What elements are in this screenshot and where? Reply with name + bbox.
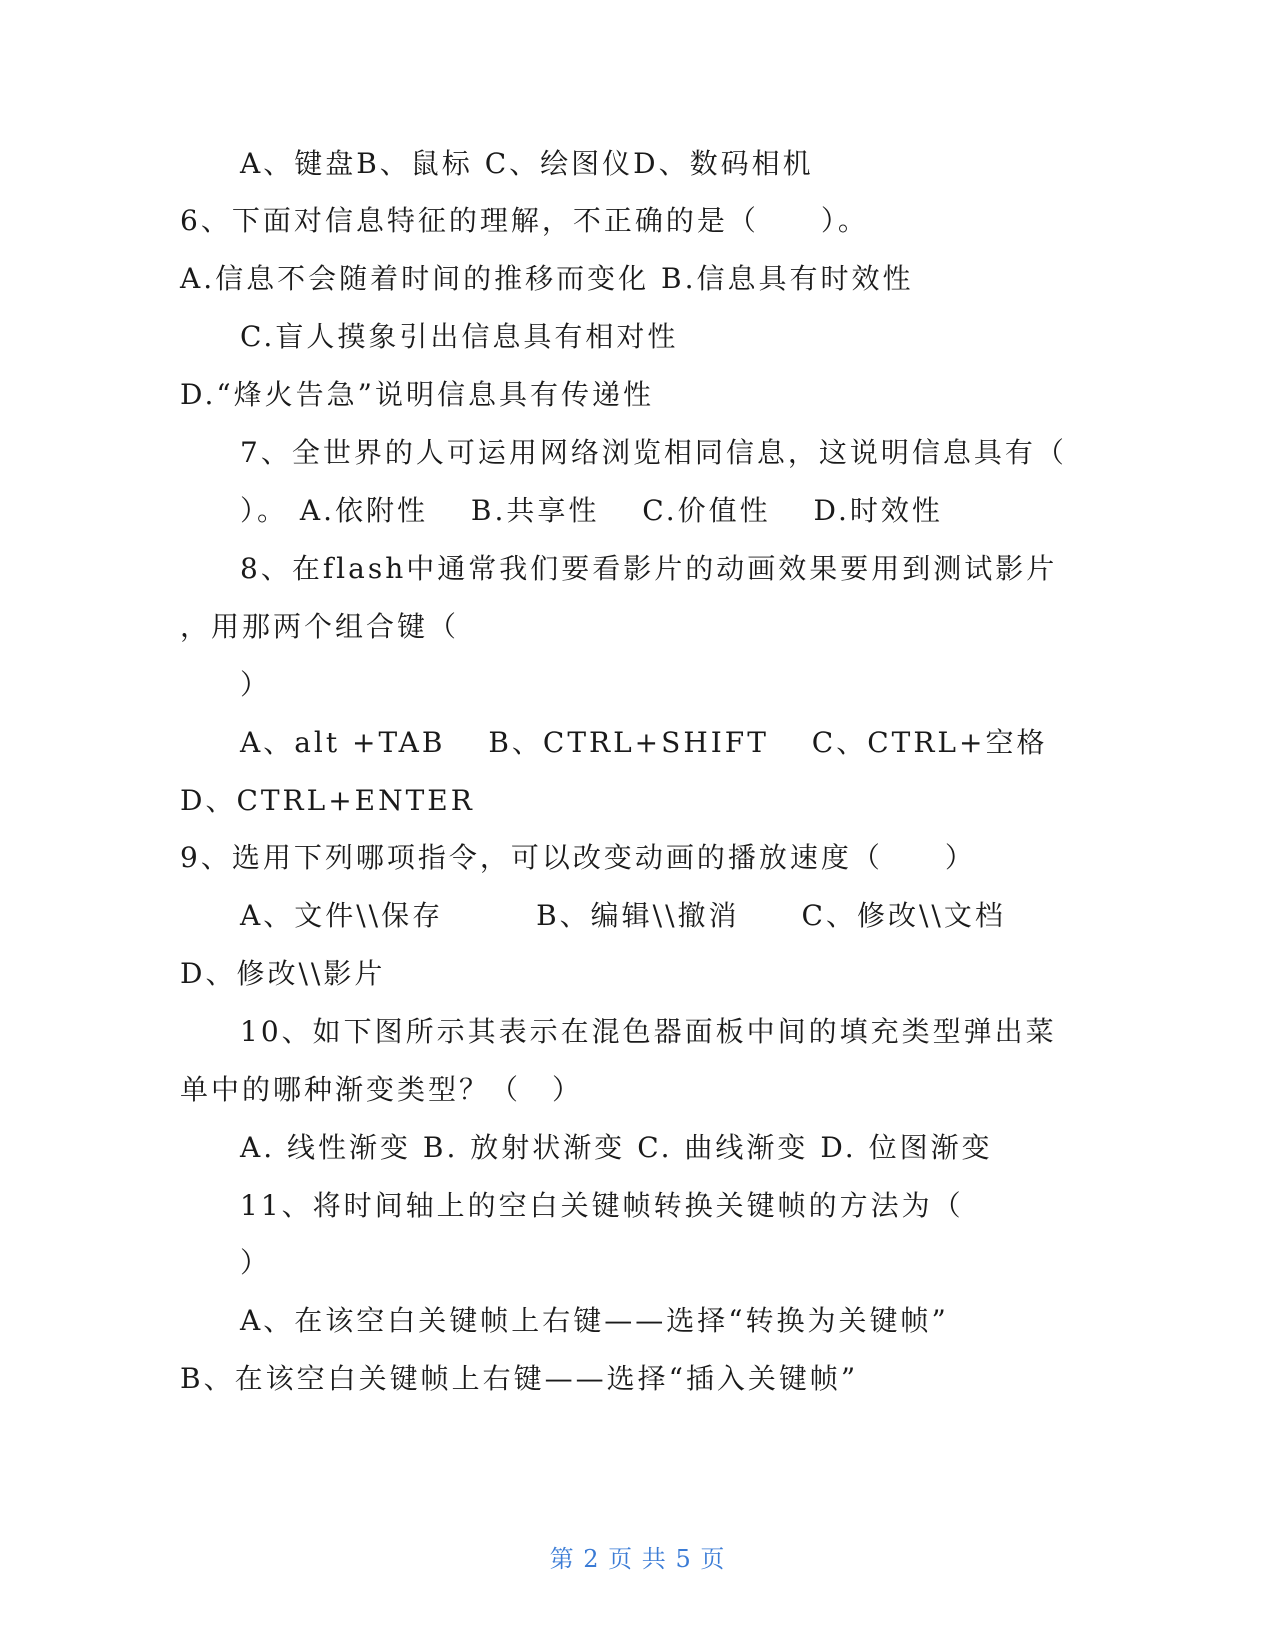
- question-7: 7、全世界的人可运用网络浏览相同信息，这说明信息具有（: [240, 436, 1067, 469]
- page-number-footer: 第 2 页 共 5 页: [549, 1545, 726, 1573]
- option-line-q11-a: A、在该空白关键帧上右键——选择“转换为关键帧”: [240, 1304, 949, 1337]
- option-line-q6-c: C.盲人摸象引出信息具有相对性: [240, 320, 679, 353]
- option-line-q5: A、键盘B、鼠标 C、绘图仪D、数码相机: [240, 147, 814, 180]
- question-11: 11、将时间轴上的空白关键帧转换关键帧的方法为（: [240, 1189, 964, 1222]
- option-line-q6-d: D.“烽火告急”说明信息具有传递性: [180, 378, 654, 411]
- question-6: 6、下面对信息特征的理解，不正确的是（ ）。: [180, 204, 869, 237]
- question-10-cont: 单中的哪种渐变类型？（ ）: [180, 1073, 584, 1106]
- option-line-q8-abc: A、alt +TAB B、CTRL+SHIFT C、CTRL+空格: [240, 726, 1048, 759]
- question-11-close: ）: [240, 1246, 272, 1279]
- question-8: 8、在flash中通常我们要看影片的动画效果要用到测试影片: [240, 552, 1058, 585]
- question-8-close: ）: [240, 668, 272, 701]
- option-line-q7: ）。 A.依附性 B.共享性 C.价值性 D.时效性: [240, 494, 943, 527]
- option-line-q8-d: D、CTRL+ENTER: [180, 784, 475, 817]
- question-10: 10、如下图所示其表示在混色器面板中间的填充类型弹出菜: [240, 1015, 1057, 1048]
- question-9: 9、选用下列哪项指令，可以改变动画的播放速度（ ）: [180, 841, 976, 874]
- option-line-q6-ab: A.信息不会随着时间的推移而变化 B.信息具有时效性: [180, 262, 914, 295]
- option-line-q10: A. 线性渐变 B. 放射状渐变 C. 曲线渐变 D. 位图渐变: [240, 1131, 993, 1164]
- option-line-q9-d: D、修改\\影片: [180, 957, 386, 990]
- option-line-q11-b: B、在该空白关键帧上右键——选择“插入关键帧”: [180, 1362, 859, 1395]
- question-8-cont: ，用那两个组合键（: [180, 610, 460, 643]
- option-line-q9-abc: A、文件\\保存 B、编辑\\撤消 C、修改\\文档: [240, 899, 1006, 932]
